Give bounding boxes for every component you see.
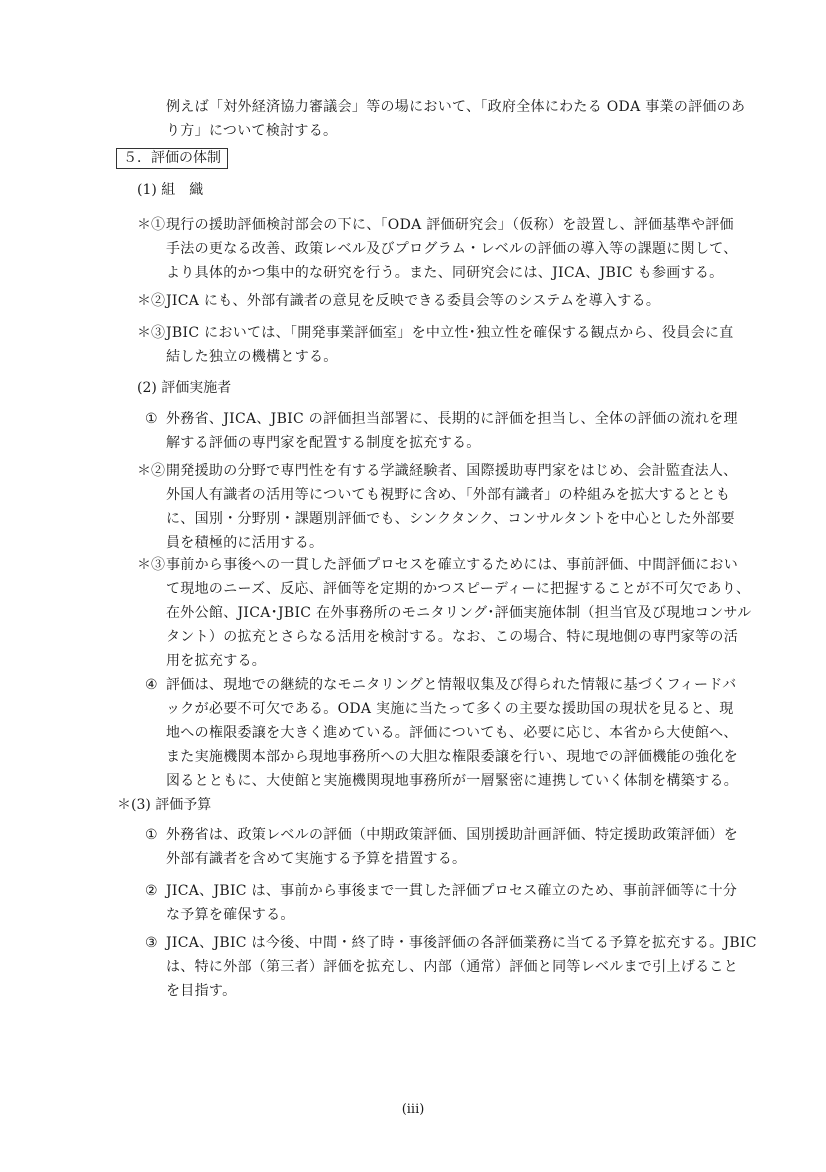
item-line: 在外公館、JICA･JBIC 在外事務所のモニタリング･評価実施体制（担当官及び現地コンサル (166, 605, 752, 621)
item-marker: ① (145, 411, 158, 427)
item-line: 外国人有識者の活用等についても視野に含め、「外部有識者」の枠組みを拡大するととも (166, 487, 731, 503)
item-line: 用を拡充する。 (166, 653, 267, 669)
subsection-heading: ＊(3) 評価予算 (117, 797, 212, 813)
item-line: JICA にも、外部有識者の意見を反映できる委員会等のシステムを導入する。 (166, 293, 661, 309)
item-line: 外務省、JICA、JBIC の評価担当部署に、長期的に評価を担当し、全体の評価の流れを理 (166, 411, 738, 427)
item-line: 開発援助の分野で専門性を有する学識経験者、国際援助専門家をはじめ、会計監査法人、 (166, 463, 738, 479)
subsection-heading: (1) 組 織 (137, 182, 204, 198)
item-marker: ＊③ (137, 557, 165, 573)
item-line: JBIC においては、「開発事業評価室」を中立性･独立性を確保する観点から、役員会に直 (166, 325, 734, 341)
item-line: 評価は、現地での継続的なモニタリングと情報収集及び得られた情報に基づくフィードバ (166, 677, 737, 693)
item-marker: ④ (145, 677, 158, 693)
item-marker: ＊① (137, 217, 165, 233)
item-line: 結した独立の機構とする。 (166, 349, 338, 365)
item-line: を目指す。 (166, 983, 237, 999)
item-line: 員を積極的に活用する。 (166, 535, 324, 551)
item-line: 地への権限委譲を大きく進めている。評価についても、必要に応じ、本省から大使館へ、 (166, 725, 738, 741)
page-number: (iii) (401, 1102, 425, 1117)
item-line: 事前から事後への一貫した評価プロセスを確立するためには、事前評価、中間評価におい (166, 557, 738, 573)
section-title-text: ５．評価の体制 (116, 148, 228, 169)
item-marker: ③ (145, 935, 158, 951)
item-line: 図るとともに、大使館と実施機関現地事務所が一層緊密に連携していく体制を構築する。 (166, 773, 738, 789)
item-marker: ＊② (137, 463, 165, 479)
item-line: また実施機関本部から現地事務所への大胆な権限委譲を行い、現地での評価機能の強化を (166, 749, 738, 765)
item-line: 解する評価の専門家を配置する制度を拡充する。 (166, 435, 481, 451)
item-line: な予算を確保する。 (166, 907, 295, 923)
item-line: 外務省は、政策レベルの評価（中期政策評価、国別援助計画評価、特定援助政策評価）を (166, 827, 738, 843)
item-line: ックが必要不可欠である。ODA 実施に当たって多くの主要な援助国の現状を見ると、現 (166, 701, 734, 717)
item-line: て現地のニーズ、反応、評価等を定期的かつスピーディーに把握することが不可欠であり、 (166, 581, 751, 597)
intro-line: 例えば「対外経済協力審議会」等の場において、「政府全体にわたる ODA 事業の評価のあ (166, 99, 746, 115)
item-line: 外部有識者を含めて実施する予算を措置する。 (166, 851, 467, 867)
item-marker: ② (145, 883, 158, 899)
item-marker: ① (145, 827, 158, 843)
item-line: タント）の拡充とさらなる活用を検討する。なお、この場合、特に現地側の専門家等の活 (166, 629, 738, 645)
item-marker: ＊② (137, 293, 165, 309)
item-marker: ＊③ (137, 325, 165, 341)
item-line: 手法の更なる改善、政策レベル及びプログラム・レベルの評価の導入等の課題に関して、 (166, 241, 738, 257)
item-line: JICA、JBIC は今後、中間・終了時・事後評価の各評価業務に当てる予算を拡充する。JBIC (166, 935, 757, 951)
section-title (116, 149, 228, 167)
item-line: JICA、JBIC は、事前から事後まで一貫した評価プロセス確立のため、事前評価等に十分 (166, 883, 738, 899)
item-line: は、特に外部（第三者）評価を拡充し、内部（通常）評価と同等レベルまで引上げること (166, 959, 738, 975)
item-line: 現行の援助評価検討部会の下に、「ODA 評価研究会」（仮称）を設置し、評価基準や評価 (166, 217, 734, 233)
item-line: より具体的かつ集中的な研究を行う。また、同研究会には、JICA、JBIC も参画する。 (166, 265, 724, 281)
intro-line: り方」について検討する。 (166, 123, 338, 139)
item-line: に、国別・分野別・課題別評価でも、シンクタンク、コンサルタントを中心とした外部要 (166, 511, 735, 527)
subsection-heading: (2) 評価実施者 (137, 380, 232, 396)
